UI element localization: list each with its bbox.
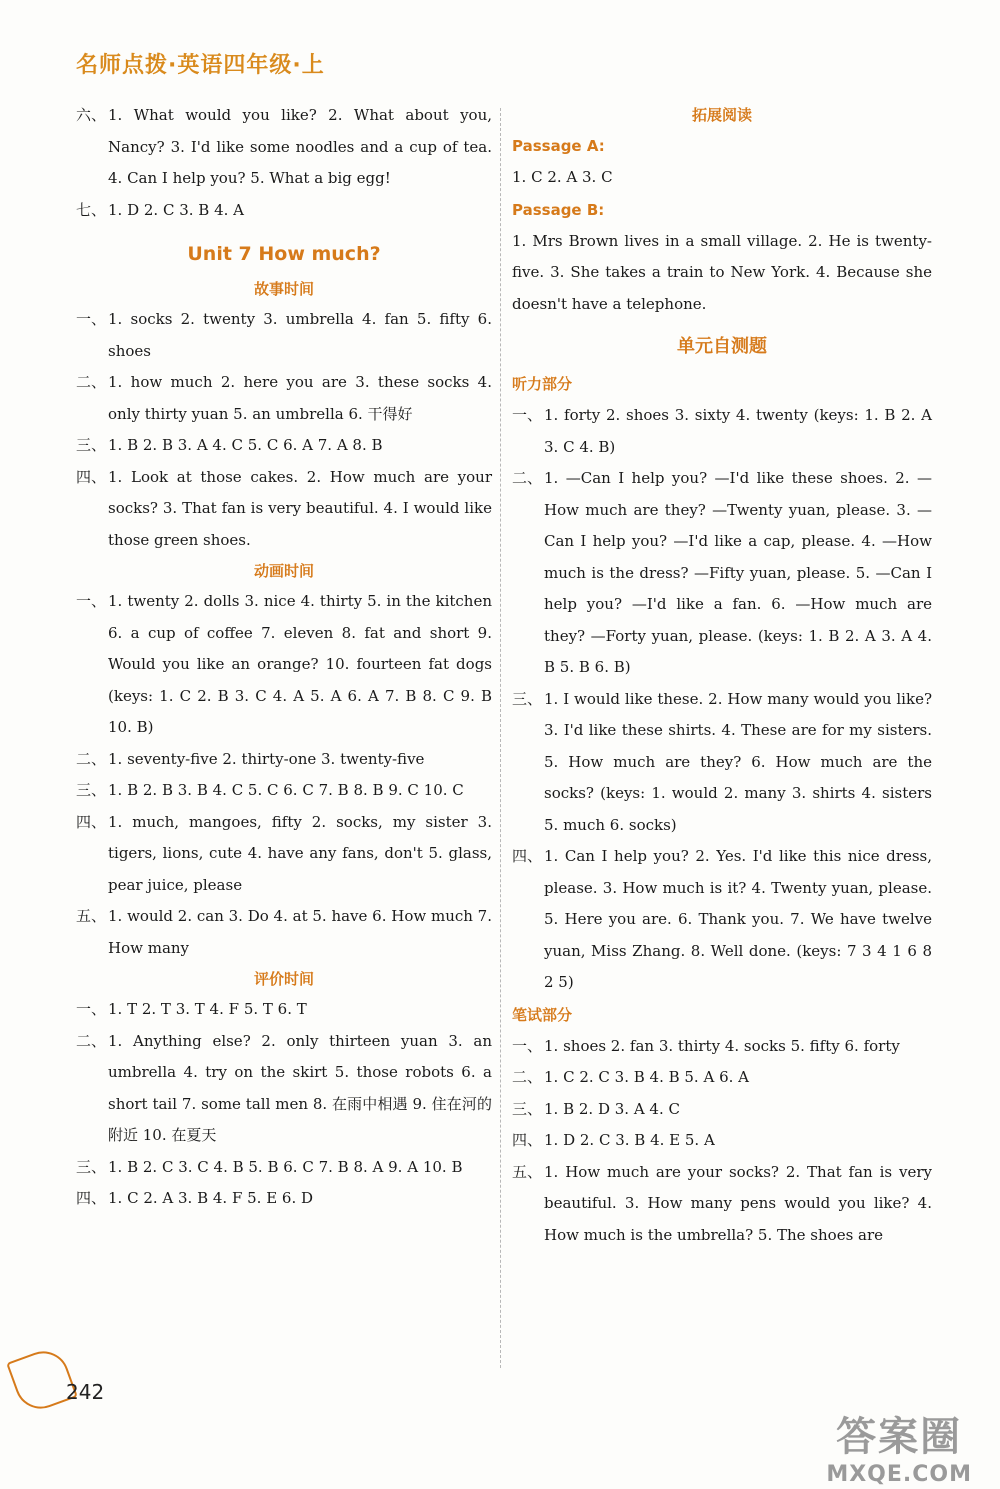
answer-item [512,400,932,463]
item-text: 1. twenty 2. dolls 3. nice 4. thirty 5. in the kitchen 6. a cup of coffee 7. eleven 8. fat and short 9. Would you like an orange? 10. fourteen fat dogs (keys: 1. C 2. B 3. C 4. A 5. A 6. A 7. B 8. C 9. B 10. B) [108,592,492,736]
passage-a-label: Passage A: [512,137,605,155]
answer-item [76,430,492,462]
listening-answers [512,400,932,999]
passage-a-answers: 1. C 2. A 3. C [512,168,613,186]
answer-item [76,994,492,1026]
answer-item [76,195,492,227]
answer-item [512,684,932,842]
page-number: 242 [66,1380,105,1404]
answer-item [512,463,932,684]
answer-item [76,586,492,744]
item-text: 1. Anything else? 2. only thirteen yuan 3. an umbrella 4. try on the skirt 5. those robots 6. a short tail 7. some tall men 8. 在雨中相遇 9. 住在河的附近 10. 在夏天 [108,1031,492,1144]
item-text: 1. C 2. C 3. B 4. B 5. A 6. A [544,1068,749,1086]
item-text: 1. D 2. C 3. B 4. E 5. A [544,1131,715,1149]
item-text: 1. B 2. C 3. C 4. B 5. B 6. C 7. B 8. A 9. A 10. B [108,1157,463,1176]
listening-label: 听力部分 [512,375,573,393]
item-number: 六、 [76,106,107,124]
item-text: 1. shoes 2. fan 3. thirty 4. socks 5. fifty 6. forty [544,1036,900,1055]
answer-item [76,807,492,902]
item-text: 1. —Can I help you? —I'd like these shoes. 2. —How much are they? —Twenty yuan, please. 3. —Can I help you? —I'd like a cap, please. 4. —How much is the dress? —Fifty yuan, please. 5. —Can I help you? —I'd like a fan. 6. —How much are they? —Forty yuan, please. (keys: 1. B 2. A 3. A 4. B 5. B 6. B) [544,469,932,676]
answer-item [76,100,492,195]
answer-item [76,1183,492,1215]
answer-item [76,775,492,807]
item-number: 七、 [76,200,107,219]
item-number: 三、 [76,1157,107,1176]
item-number: 二、 [76,1031,107,1050]
written-label: 笔试部分 [512,1005,573,1024]
answer-item [76,462,492,557]
answer-item [512,1125,932,1157]
item-text: 1. socks 2. twenty 3. umbrella 4. fan 5. fifty 6. shoes [108,310,492,360]
item-text: 1. forty 2. shoes 3. sixty 4. twenty (keys: 1. B 2. A 3. C 4. B) [544,406,932,456]
section-title-evaluation: 评价时间 [253,970,314,988]
item-text: 1. What would you like? 2. What about you, Nancy? 3. I'd like some noodles and a cup of tea. 4. Can I help you? 5. What a big egg! [108,106,492,187]
item-text: 1. I would like these. 2. How many would you like? 3. I'd like these shirts. 4. These are for my sisters. 5. How much are they? 6. How much are the socks? (keys: 1. would 2. many 3. shirts 4. sisters 5. much 6. socks) [544,689,932,834]
item-number: 一、 [512,406,543,424]
section-title-story: 故事时间 [253,280,314,298]
answer-item [76,1026,492,1152]
answer-item [512,1031,932,1063]
passage-b-answers: 1. Mrs Brown lives in a small village. 2. He is twenty-five. 3. She takes a train to New York. 4. Because she doesn't have a telephone. [512,231,932,313]
item-number: 四、 [76,467,107,486]
item-text: 1. seventy-five 2. thirty-one 3. twenty-five [108,749,425,768]
item-number: 五、 [76,907,107,925]
answer-item [76,901,492,964]
item-text: 1. would 2. can 3. Do 4. at 5. have 6. How much 7. How many [108,907,492,957]
item-number: 一、 [512,1036,543,1055]
top-answers [76,100,492,226]
answer-item [512,841,932,999]
item-number: 一、 [76,310,107,328]
item-number: 五、 [512,1162,543,1181]
watermark-line1: 答案圈 [836,1414,963,1460]
item-number: 一、 [76,592,107,610]
item-text: 1. How much are your socks? 2. That fan is very beautiful. 3. How many pens would you like? 4. How much is the umbrella? 5. The shoes are [544,1162,932,1244]
answer-item [76,1152,492,1184]
item-number: 三、 [512,1099,543,1118]
unit-title: Unit 7 How much? [187,243,381,265]
cartoon-answers [76,586,492,964]
answer-item [512,1062,932,1094]
item-text: 1. C 2. A 3. B 4. F 5. E 6. D [108,1189,314,1207]
item-number: 四、 [76,812,107,831]
right-column [512,100,932,1251]
item-text: 1. T 2. T 3. T 4. F 5. T 6. T [108,1000,307,1018]
written-answers [512,1031,932,1252]
item-number: 二、 [512,469,543,487]
item-text: 1. B 2. B 3. A 4. C 5. C 6. A 7. A 8. B [108,436,383,454]
item-number: 四、 [512,847,543,865]
item-text: 1. B 2. B 3. B 4. C 5. C 6. C 7. B 8. B 9. C 10. C [108,781,464,799]
book-header: 名师点拨·英语四年级·上 [76,53,325,78]
item-number: 四、 [512,1131,543,1149]
item-text: 1. Can I help you? 2. Yes. I'd like this nice dress, please. 3. How much is it? 4. Twenty yuan, please. 5. Here you are. 6. Thank you. 7. We have twelve yuan, Miss Zhang. 8. Well done. (keys: 7 3 4 1 6 8 2 5) [544,847,932,991]
answer-item [512,1094,932,1126]
item-number: 二、 [512,1068,543,1086]
answer-item [76,744,492,776]
watermark-line2: MXQE.COM [826,1462,972,1487]
item-number: 三、 [512,689,543,708]
story-answers [76,304,492,556]
item-number: 三、 [76,436,107,454]
answer-item [76,304,492,367]
item-number: 二、 [76,373,107,391]
section-title-reading: 拓展阅读 [691,106,752,124]
item-text: 1. how much 2. here you are 3. these socks 4. only thirty yuan 5. an umbrella 6. 干得好 [108,373,492,423]
answer-item [512,1157,932,1252]
item-number: 四、 [76,1189,107,1207]
evaluation-answers [76,994,492,1215]
answer-item [76,367,492,430]
item-number: 二、 [76,749,107,768]
unit-test-title: 单元自测题 [677,336,767,357]
left-column [76,100,492,1215]
column-divider [500,108,501,1368]
item-number: 三、 [76,781,107,799]
item-number: 一、 [76,1000,107,1018]
section-title-cartoon: 动画时间 [253,562,314,580]
passage-b-label: Passage B: [512,200,605,219]
item-text: 1. much, mangoes, fifty 2. socks, my sister 3. tigers, lions, cute 4. have any fans, don't 5. glass, pear juice, please [108,812,492,894]
watermark [826,1405,972,1487]
item-text: 1. Look at those cakes. 2. How much are your socks? 3. That fan is very beautiful. 4. I would like those green shoes. [108,467,492,549]
item-text: 1. D 2. C 3. B 4. A [108,200,244,219]
item-text: 1. B 2. D 3. A 4. C [544,1099,680,1118]
